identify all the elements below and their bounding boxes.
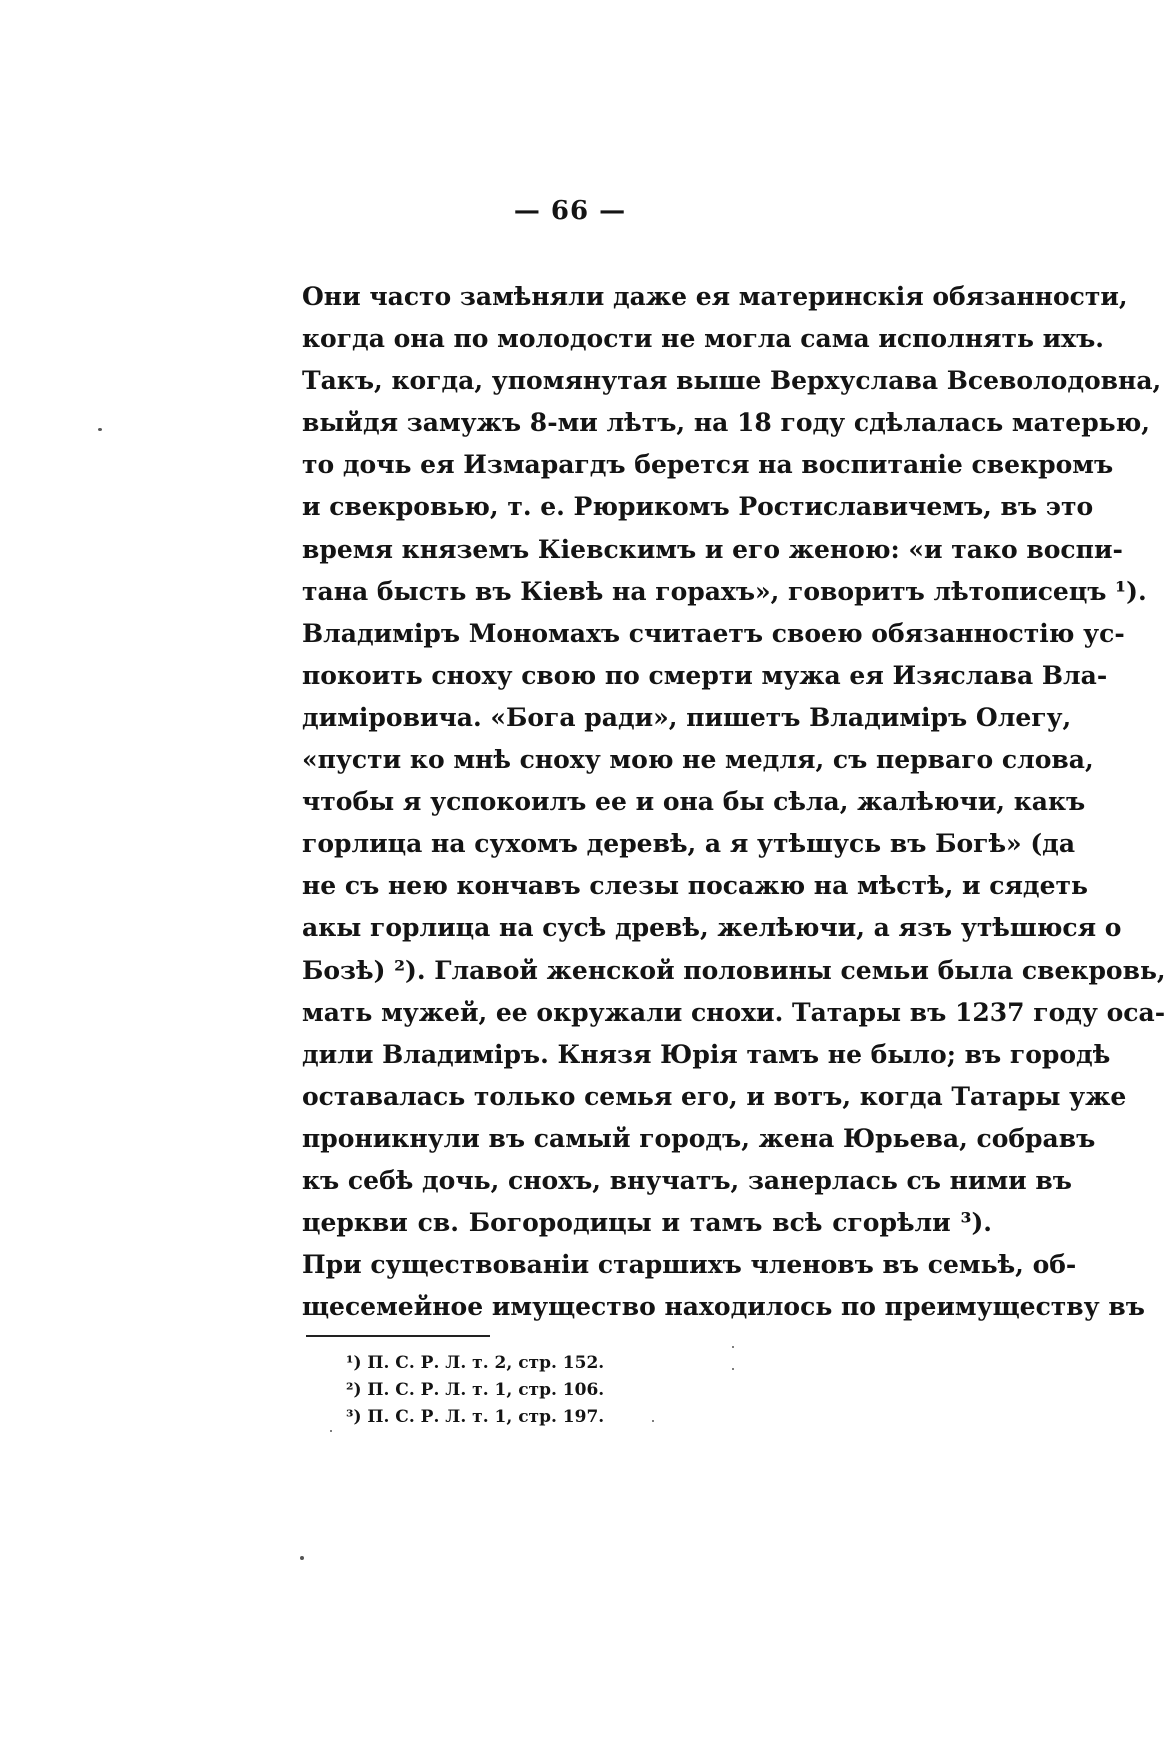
scan-speck — [330, 1430, 332, 1432]
text-line: При существованіи старшихъ членовъ въ семьѣ, об- — [302, 1250, 1077, 1280]
text-line: «пусти ко мнѣ сноху мою не медля, съ перваго слова, — [302, 745, 1094, 775]
text-line: горлица на сухомъ деревѣ, а я утѣшусь въ Богѣ» (да — [302, 829, 1076, 859]
body-text — [302, 276, 1166, 1328]
text-line: Такъ, когда, упомянутая выше Верхуслава Всеволодовна, — [302, 366, 1162, 396]
scan-speck — [300, 1556, 304, 1560]
scan-speck — [652, 1420, 654, 1422]
text-line: дили Владиміръ. Князя Юрія тамъ не было; въ городѣ — [302, 1039, 1111, 1069]
footnote: ²) П. С. Р. Л. т. 1, стр. 106. — [346, 1380, 605, 1400]
text-line: чтобы я успокоилъ ее и она бы сѣла, жалѣючи, какъ — [302, 787, 1086, 817]
text-line: когда она по молодости не могла сама исполнять ихъ. — [302, 324, 1104, 354]
footnote: ³) П. С. Р. Л. т. 1, стр. 197. — [346, 1407, 605, 1427]
footnote: ¹) П. С. Р. Л. т. 2, стр. 152. — [346, 1353, 605, 1373]
text-line: акы горлица на сусѣ древѣ, желѣючи, а язъ утѣшюся о — [302, 913, 1122, 943]
text-line: выйдя замужъ 8-ми лѣтъ, на 18 году сдѣлалась матерью, — [302, 408, 1150, 438]
text-line: не съ нею кончавъ слезы посажю на мѣстѣ, и сядеть — [302, 871, 1088, 901]
text-line: оставалась только семья его, и вотъ, когда Татары уже — [302, 1081, 1127, 1111]
page-number: — 66 — — [513, 196, 627, 226]
scan-speck — [732, 1368, 734, 1370]
text-line: церкви св. Богородицы и тамъ всѣ сгорѣли ³). — [302, 1208, 992, 1238]
text-line: къ себѣ дочь, снохъ, внучатъ, занерлась съ ними въ — [302, 1165, 1072, 1195]
text-line: покоить сноху свою по смерти мужа ея Изяслава Вла- — [302, 660, 1108, 690]
text-line: мать мужей, ее окружали снохи. Татары въ 1237 году оса- — [302, 997, 1166, 1027]
text-line: Владиміръ Мономахъ считаетъ своею обязанностію ус- — [302, 618, 1125, 648]
footnote-divider — [306, 1335, 490, 1337]
text-line: тана бысть въ Кіевѣ на горахъ», говоритъ лѣтописецъ ¹). — [302, 576, 1147, 606]
text-line: время княземъ Кіевскимъ и его женою: «и тако воспи- — [302, 534, 1123, 564]
scan-speck — [732, 1346, 734, 1348]
text-line: Бозѣ) ²). Главой женской половины семьи была свекровь, — [302, 955, 1166, 985]
text-line: Они часто замѣняли даже ея материнскія обязанности, — [302, 282, 1128, 311]
scan-speck — [98, 428, 102, 431]
text-line: проникнули въ самый городъ, жена Юрьева, собравъ — [302, 1123, 1096, 1153]
text-line: то дочь ея Измарагдъ берется на воспитаніе свекромъ — [302, 450, 1114, 480]
text-line: и свекровью, т. е. Рюрикомъ Ростиславичемъ, въ это — [302, 492, 1094, 522]
text-line: щесемейное имущество находилось по преимуществу въ — [302, 1292, 1145, 1322]
text-line: диміровича. «Бога ради», пишетъ Владиміръ Олегу, — [302, 702, 1072, 732]
footnotes — [346, 1350, 746, 1431]
